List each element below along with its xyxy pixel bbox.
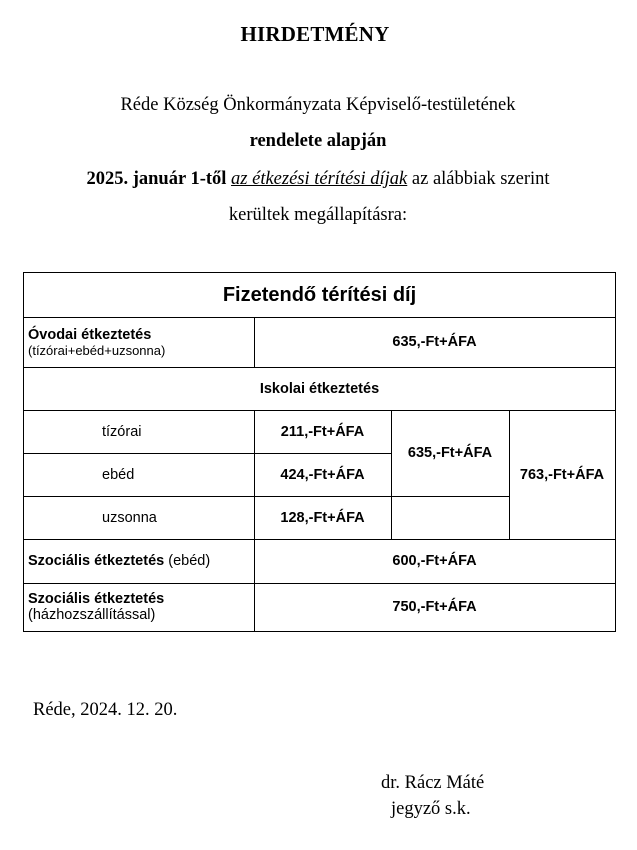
szocialis-haz-price: 750,-Ft+ÁFA bbox=[392, 599, 477, 615]
iskolai-row-price: 128,-Ft+ÁFA bbox=[280, 509, 365, 526]
fee-table bbox=[23, 272, 616, 632]
iskolai-row-label: tízórai bbox=[102, 423, 142, 440]
szocialis-haz-sublabel: (házhozszállítással) bbox=[28, 607, 156, 623]
iskolai-row-label: ebéd bbox=[102, 466, 135, 483]
place-date: Réde, 2024. 12. 20. bbox=[33, 700, 178, 720]
iskolai-row-price: 211,-Ft+ÁFA bbox=[280, 423, 365, 440]
intro-line-2: rendelete alapján bbox=[249, 131, 387, 151]
ovodai-label-cell bbox=[28, 317, 252, 367]
intro-line-3 bbox=[0, 167, 636, 191]
szocialis-ebed-price: 600,-Ft+ÁFA bbox=[392, 553, 477, 569]
signer-name: dr. Rácz Máté bbox=[381, 773, 485, 793]
fee-subject: az étkezési térítési díjak bbox=[231, 169, 408, 189]
ovodai-price: 635,-Ft+ÁFA bbox=[392, 334, 477, 350]
intro-line-3-rest: az alábbiak szerint bbox=[407, 169, 550, 189]
szocialis-haz-label-cell bbox=[28, 583, 252, 631]
szocialis-ebed-label-cell bbox=[28, 539, 252, 583]
intro-line-1: Réde Község Önkormányzata Képviselő-testületének bbox=[120, 95, 516, 115]
iskolai-header: Iskolai étkeztetés bbox=[259, 380, 380, 397]
iskolai-total: 763,-Ft+ÁFA bbox=[519, 466, 605, 483]
ovodai-sublabel: (tízórai+ebéd+uzsonna) bbox=[28, 342, 166, 358]
iskolai-row-price: 424,-Ft+ÁFA bbox=[280, 466, 365, 483]
ovodai-label: Óvodai étkeztetés bbox=[28, 326, 152, 343]
szocialis-haz-label: Szociális étkeztetés bbox=[28, 591, 165, 607]
intro-line-4: kerültek megállapításra: bbox=[228, 205, 408, 225]
signer-title: jegyző s.k. bbox=[391, 799, 471, 819]
iskolai-row-label: uzsonna bbox=[102, 509, 157, 526]
effective-date: 2025. január 1-től bbox=[86, 169, 227, 189]
szocialis-ebed-label: Szociális étkeztetés bbox=[28, 553, 165, 569]
page-title: HIRDETMÉNY bbox=[240, 22, 390, 46]
szocialis-ebed-suffix: (ebéd) bbox=[164, 553, 211, 569]
table-header: Fizetendő térítési díj bbox=[222, 283, 417, 306]
iskolai-subtotal: 635,-Ft+ÁFA bbox=[407, 445, 493, 461]
